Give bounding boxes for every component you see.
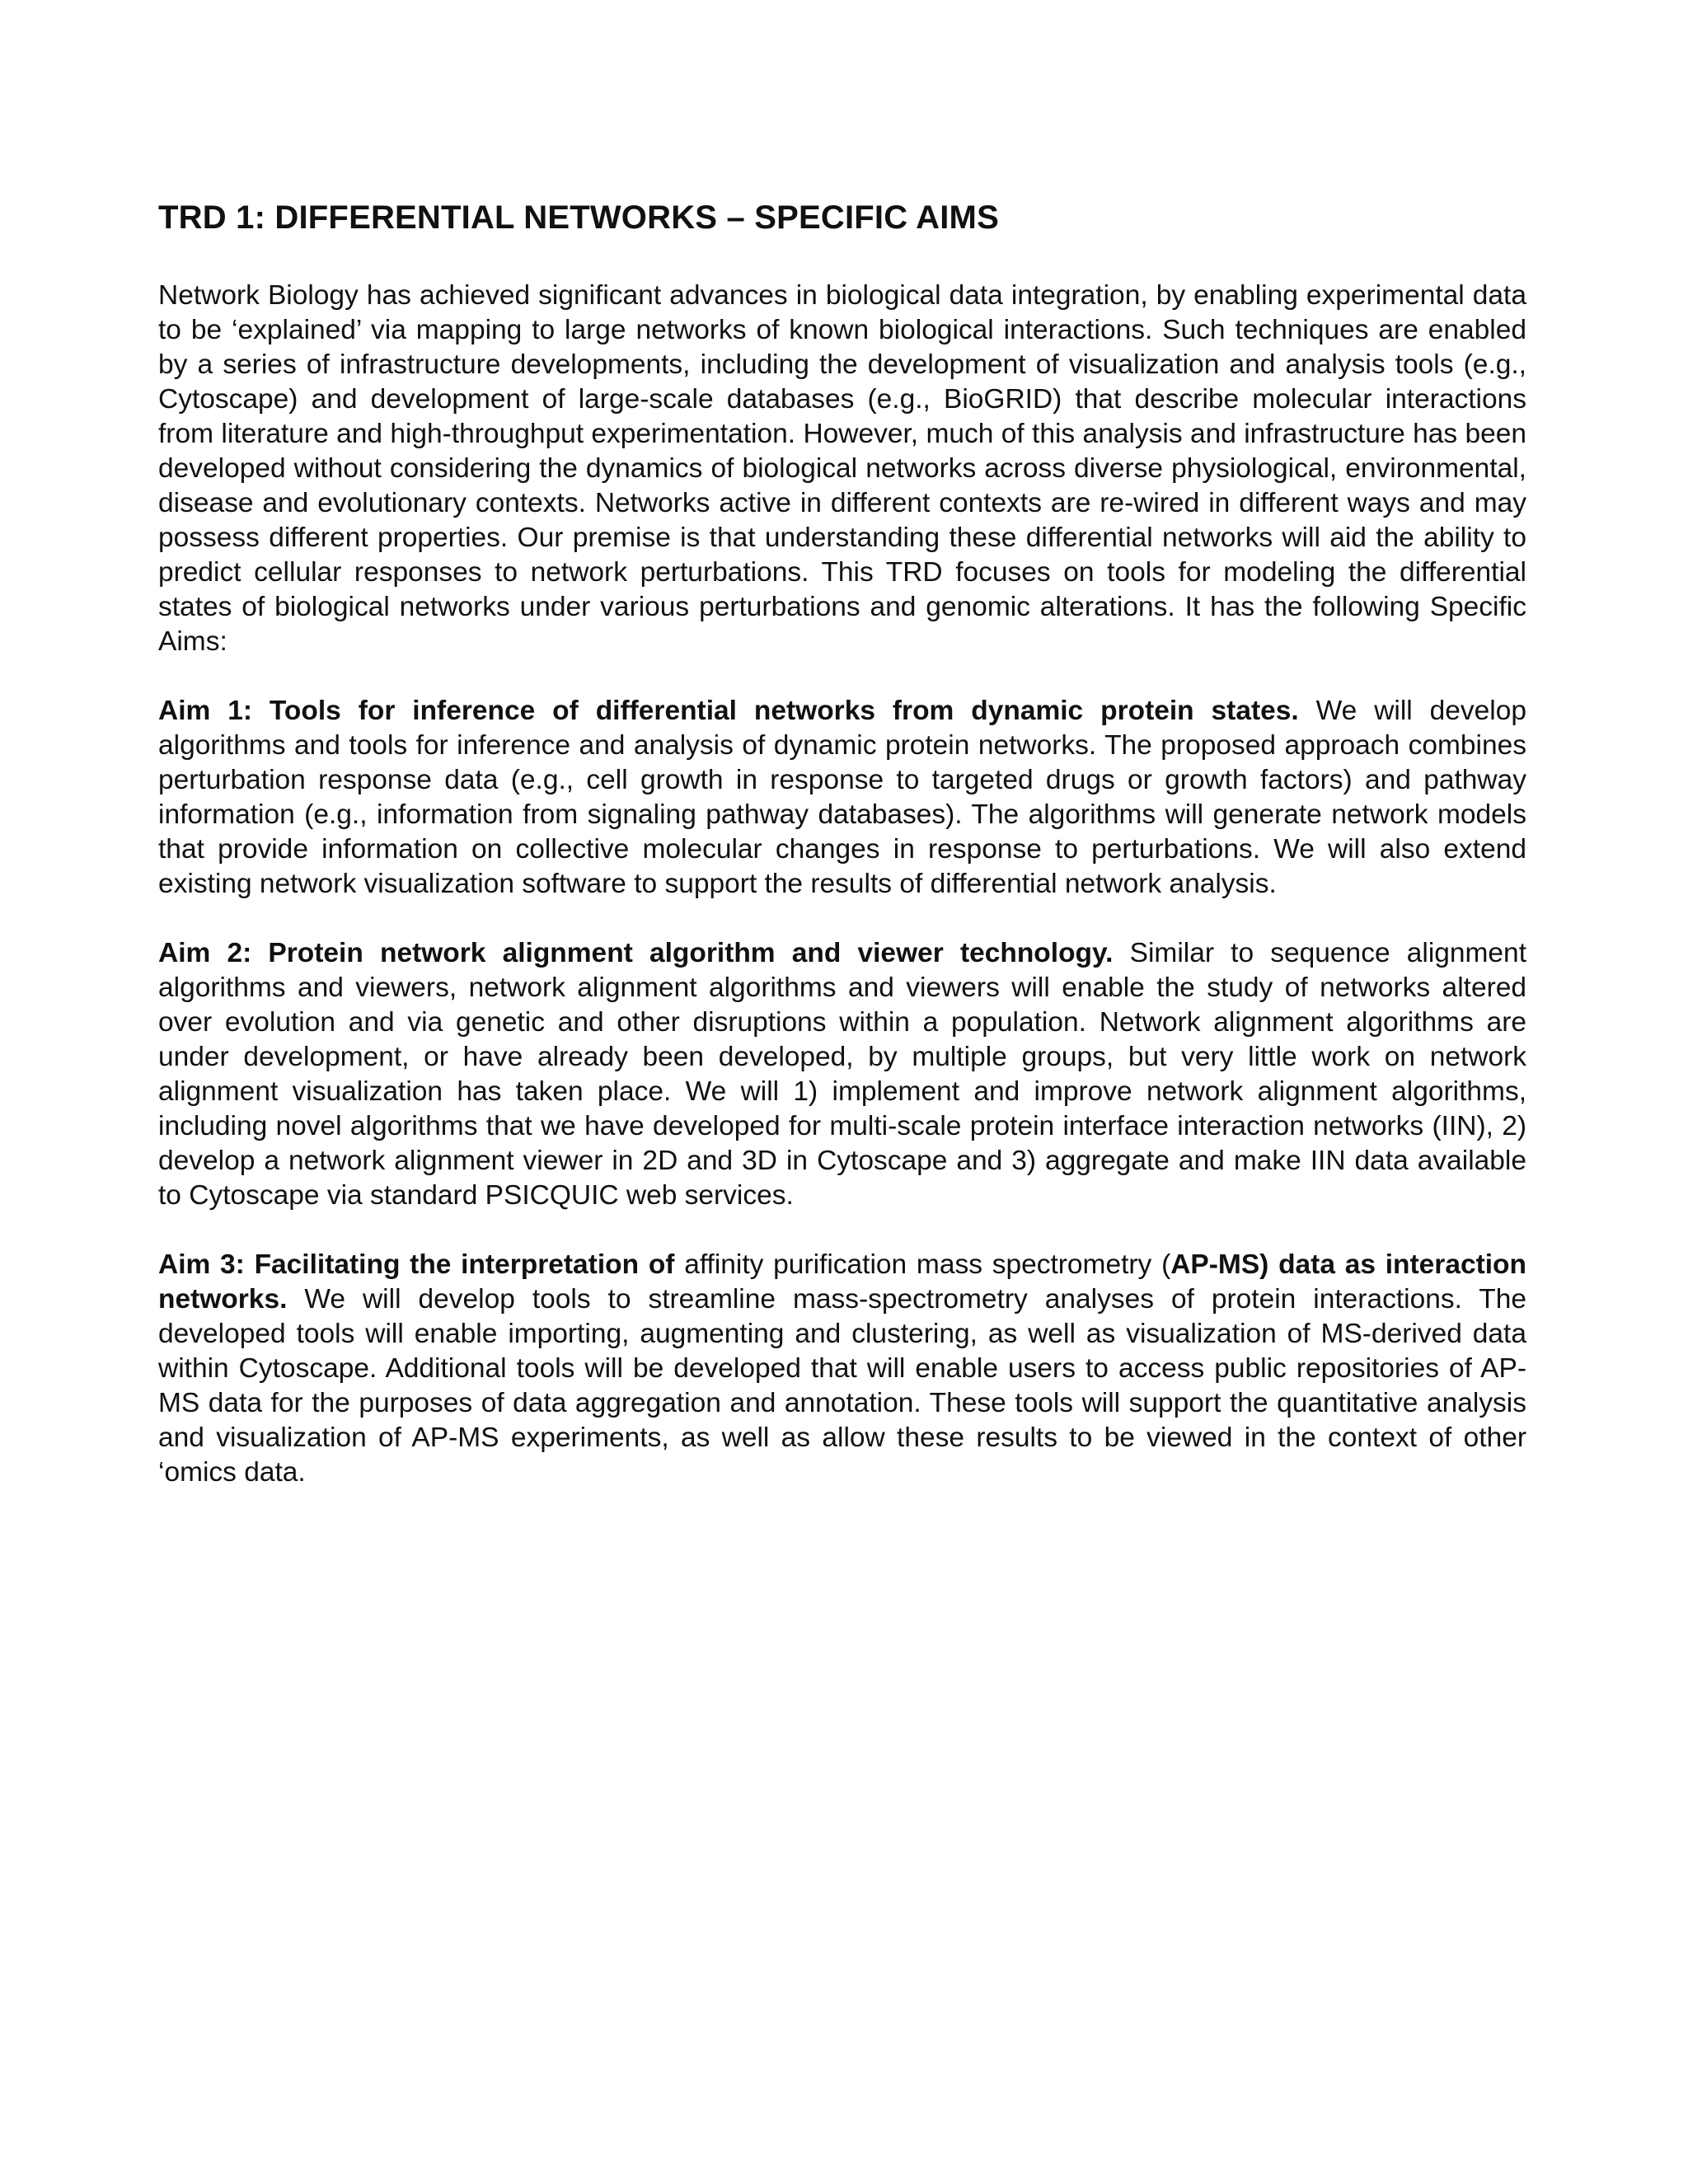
aim-3-body: We will develop tools to streamline mass-spectrometry analyses of protein interactions. The developed tools will enable importing, augmenting and clustering, as well as visualization of MS-derived data within Cytoscape. Additional tools will be developed that will enable users to access public repositories of AP-MS data for the purposes of data aggregation and annotation. These tools will support the quantitative analysis and visualization of AP-MS experiments, as well as allow these results to be viewed in the context of other ‘omics data. [158,1284,1526,1488]
aim-1-body: We will develop algorithms and tools for inference and analysis of dynamic protein networks. The proposed approach combines perturbation response data (e.g., cell growth in response to targeted drugs or growth factors) and pathway information (e.g., information from signaling pathway databases). The algorithms will generate network models that provide information on collective molecular changes in response to perturbations. We will also extend existing network visualization software to support the results of differential network analysis. [158,696,1527,899]
aim-2-paragraph [158,936,1526,1213]
aim-3-paragraph [158,1248,1526,1490]
aim-1-paragraph [158,694,1526,902]
intro-paragraph: Network Biology has achieved significant advances in biological data integration, by enabling experimental data to be ‘explained’ via mapping to large networks of known biological interactions. Such techniques are enabled by a series of infrastructure developments, including the development of visualization and analysis tools (e.g., Cytoscape) and development of large-scale databases (e.g., BioGRID) that describe molecular interactions from literature and high-throughput experimentation. However, much of this analysis and infrastructure has been developed without considering the dynamics of biological networks across diverse physiological, environmental, disease and evolutionary contexts. Networks active in different contexts are re-wired in different ways and may possess different properties. Our premise is that understanding these differential networks will aid the ability to predict cellular responses to network perturbations. This TRD focuses on tools for modeling the differential states of biological networks under various perturbations and genomic alterations. It has the following Specific Aims: [158,280,1526,657]
aim-3-mid-text: affinity purification mass spectrometry ( [674,1249,1171,1280]
aim-3-heading: Aim 3: Facilitating the interpretation of [158,1249,675,1280]
aim-2-heading: Aim 2: Protein network alignment algorithm and viewer technology. [158,938,1114,968]
aim-3-heading-continued: AP-MS) data as interaction networks. [158,1249,1526,1315]
page-title: TRD 1: DIFFERENTIAL NETWORKS – SPECIFIC AIMS [158,199,999,236]
aim-2-body: Similar to sequence alignment algorithms and viewers, network alignment algorithms and viewers will enable the study of networks altered over evolution and via genetic and other disruptions within a population. Network alignment algorithms are under development, or have already been developed, by multiple groups, but very little work on network alignment visualization has taken place. We will 1) implement and improve network alignment algorithms, including novel algorithms that we have developed for multi-scale protein interface interaction networks (IIN), 2) develop a network alignment viewer in 2D and 3D in Cytoscape and 3) aggregate and make IIN data available to Cytoscape via standard PSICQUIC web services. [158,938,1527,1211]
aim-1-heading: Aim 1: Tools for inference of differential networks from dynamic protein states. [158,696,1299,726]
document-page [158,194,1526,1525]
